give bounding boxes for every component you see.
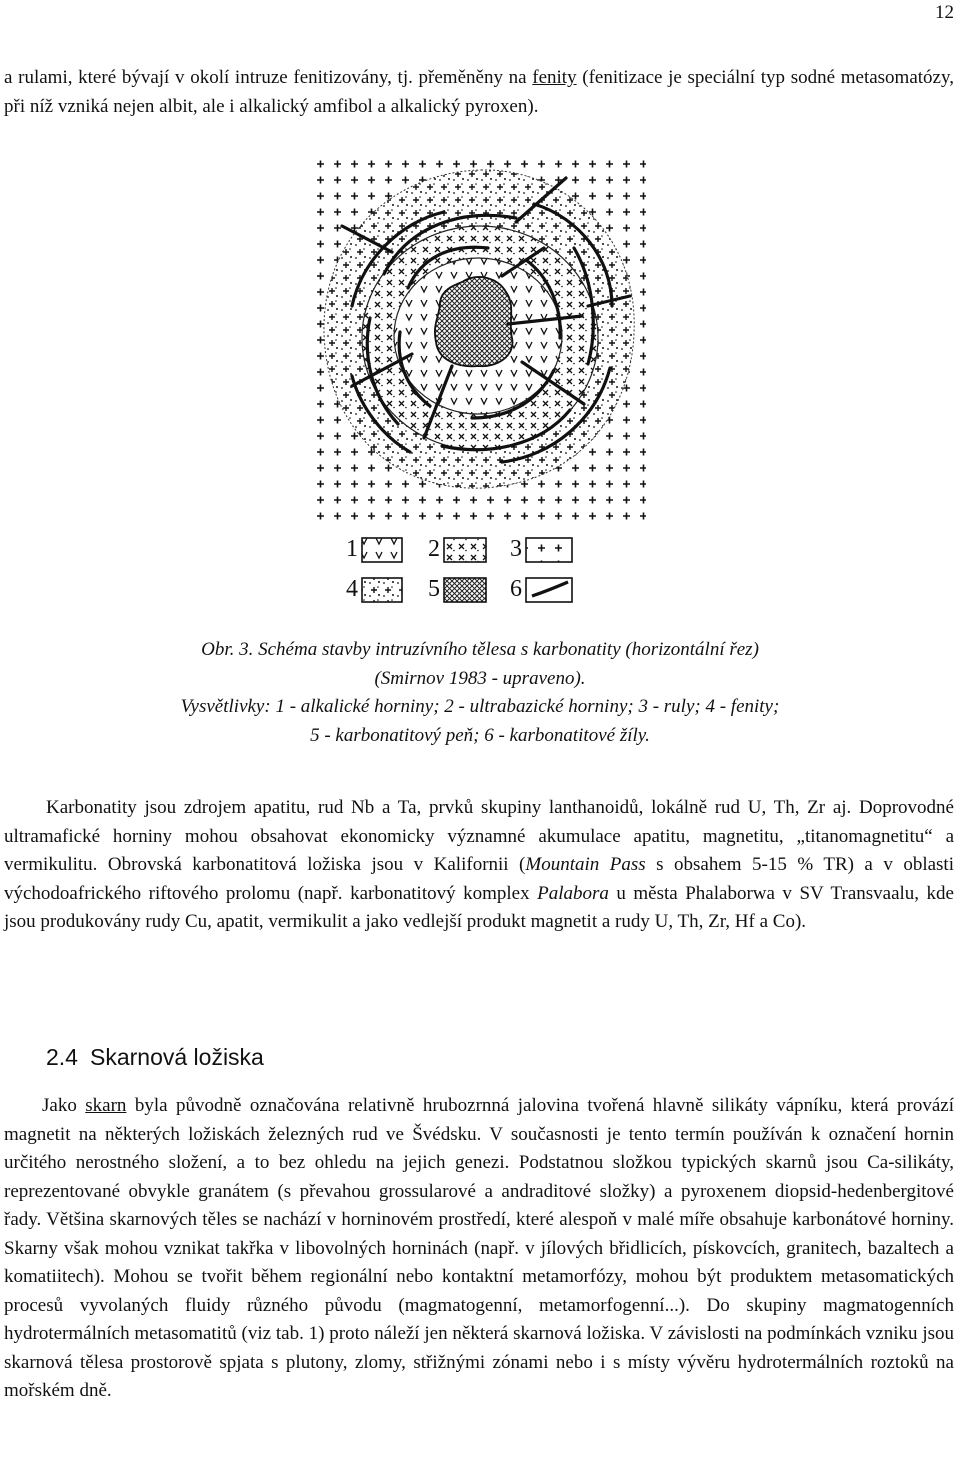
palabora-term: Palabora bbox=[537, 882, 609, 904]
carbonatite-stock bbox=[435, 277, 513, 366]
paragraph-skarn: Jako skarn byla původně označována relativně hrubozrnná jalovina tvořená hlavně silikáty vápníku, která provází magnetit na některých ložiskách železných rud ve Švédsku. V současnosti je tento termín používán k označení hornin určitého nerostného složení, a to bez ohledu na jejich genezi. Podstatnou složkou typických skarnů jsou Ca-silikáty, reprezentované obvykle granátem (s převahou grossularové a andraditové složky) a pyroxenem diopsid-hedenbergitové řady. Většina skarnových těles se nachází v horninovém prostředí, které alespoň v malé míře obsahuje karbonátové horniny. Skarny však mohou vznikat takřka v libovolných horninách (např. v jílových břidlicích, pískovcích, granitech, bazaltech a komatiitech). Mohou se tvořit během regionální nebo kontaktní metamorfózy, mohou být produktem metasomatických procesů vyvolaných fluidy různého původu (magmatogenní, metamorfogenní...). Do skupiny magmatogenních hydrotermálních metasomatitů (viz tab. 1) proto náleží jen některá skarnová ložiska. V závislosti na podmínkách vzniku jsou skarnová tělesa prostorově spjata s plutony, zlomy, střižnými zónami nebo i s místy vývěru hydrotermálních roztoků na mořském dně. bbox=[4, 1095, 955, 1401]
legend-5-number: 5 bbox=[428, 576, 440, 602]
caption-line-2: (Smirnov 1983 - upraveno). bbox=[374, 667, 586, 689]
caption-line-1: Obr. 3. Schéma stavby intruzívního tělesa s karbonatity (horizontální řez) bbox=[201, 639, 759, 660]
section-heading bbox=[46, 1044, 276, 1071]
legend-4-swatch bbox=[362, 578, 402, 602]
section-number: 2.4 bbox=[46, 1044, 78, 1070]
legend bbox=[346, 536, 572, 602]
legend-4-number: 4 bbox=[346, 576, 358, 602]
legend-1-number: 1 bbox=[346, 536, 358, 562]
legend-3-swatch bbox=[526, 538, 572, 562]
legend-1-swatch bbox=[362, 538, 402, 562]
intrusion-scheme-figure bbox=[312, 156, 650, 608]
skarn-term: skarn bbox=[85, 1095, 127, 1116]
caption-line-4: 5 - karbonatitový peň; 6 - karbonatitové žíly. bbox=[310, 724, 650, 746]
mountain-pass-term: Mountain Pass bbox=[525, 854, 646, 875]
figure-caption bbox=[0, 636, 960, 750]
legend-5-swatch bbox=[444, 578, 486, 602]
paragraph-intro: a rulami, které bývají v okolí intruze fenitizovány, tj. přeměněny na fenity (fenitizace je speciální typ sodné metasomatózy, při níž vzniká nejen albit, ale i alkalický amfibol a alkalický pyroxen). bbox=[4, 67, 954, 117]
caption-line-3: Vysvětlivky: 1 - alkalické horniny; 2 - ultrabazické horniny; 3 - ruly; 4 - fenity; bbox=[180, 696, 780, 717]
fenity-term: fenity bbox=[532, 67, 577, 88]
paragraph-carbonatites: Karbonatity jsou zdrojem apatitu, rud Nb a Ta, prvků skupiny lanthanoidů, lokálně rud U, Th, Zr aj. Doprovodné ultramafické horniny mohou obsahovat ekonomicky významné akumulace apatitu, magnetitu, „titanomagnetitu“ a vermikulitu. Obrovská karbonatitová ložiska jsou v Kalifornii (Mountain Pass s obsahem 5-15 % TR) a v oblasti východoafrického riftového prolomu (např. karbonatitový komplex Palabora u města Phalaborwa v SV Transvaalu, kde jsou produkovány rudy Cu, apatit, vermikulit a jako vedlejší produkt magnetit a rudy U, Th, Zr, Hf a Co). bbox=[4, 797, 954, 932]
legend-6-number: 6 bbox=[510, 576, 522, 602]
legend-2-swatch bbox=[444, 538, 486, 562]
legend-2-number: 2 bbox=[428, 536, 440, 562]
legend-3-number: 3 bbox=[510, 536, 522, 562]
section-title: Skarnová ložiska bbox=[89, 1044, 264, 1070]
page-number: 12 bbox=[935, 2, 954, 23]
